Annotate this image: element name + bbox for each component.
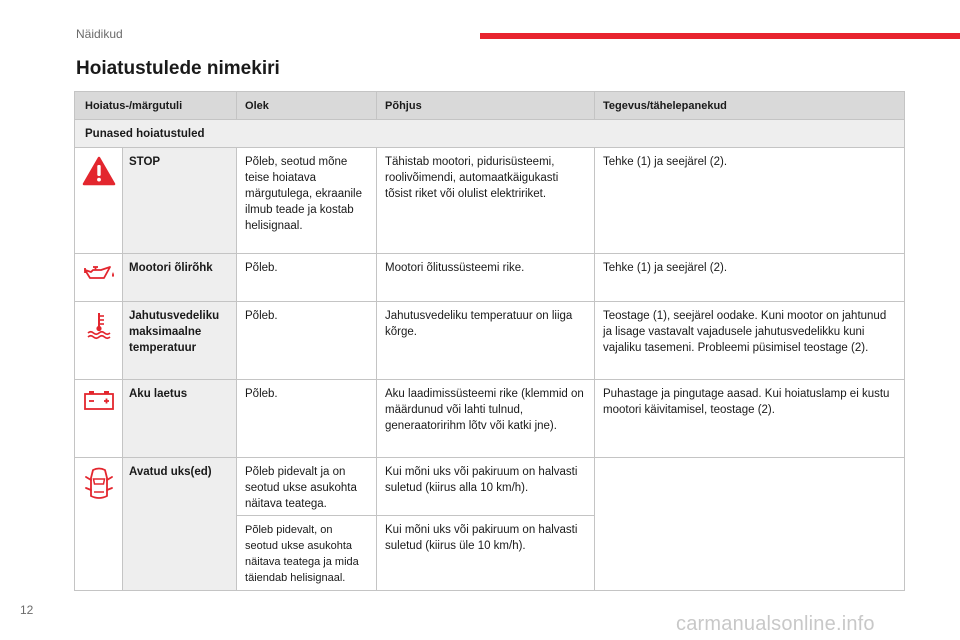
table-row xyxy=(75,302,905,380)
icon-cell xyxy=(75,458,123,591)
light-action: Teostage (1), seejärel oodake. Kuni mootor on jahtunud ja lisage vastavalt vajadusele jahutusvedelikku kuni vajaliku tasemeni. Probleemi püsimisel teostage (2). xyxy=(595,302,905,380)
table-header-row xyxy=(75,92,905,120)
group-title: Punased hoiatustuled xyxy=(75,120,905,148)
light-cause: Tähistab mootori, pidurisüsteemi, roolivõimendi, automaatkäigukasti tõsist riket või olulist elektririket. xyxy=(377,148,595,254)
light-state: Põleb pidevalt, on seotud ukse asukohta näitava teatega ja mida täiendab helisignaal. xyxy=(237,516,377,591)
icon-cell xyxy=(75,254,123,302)
table-row xyxy=(75,458,905,516)
light-state: Põleb. xyxy=(237,254,377,302)
light-name: Avatud uks(ed) xyxy=(123,458,237,591)
oil-can-icon xyxy=(75,254,122,284)
light-cause: Jahutusvedeliku temperatuur on liiga kõrge. xyxy=(377,302,595,380)
light-name: Aku laetus xyxy=(123,380,237,458)
column-header-state: Olek xyxy=(237,92,377,120)
warning-lights-table xyxy=(74,91,905,591)
watermark: carmanualsonline.info xyxy=(676,613,875,635)
icon-cell xyxy=(75,380,123,458)
light-state: Põleb. xyxy=(237,302,377,380)
coolant-temperature-icon xyxy=(75,302,122,340)
column-header-light: Hoiatus-/märgutuli xyxy=(75,92,237,120)
light-action: Tehke (1) ja seejärel (2). xyxy=(595,254,905,302)
table-row xyxy=(75,148,905,254)
light-name: Jahutusvedeliku maksimaalne temperatuur xyxy=(123,302,237,380)
battery-icon xyxy=(75,380,122,412)
table-row xyxy=(75,380,905,458)
light-state: Põleb pidevalt ja on seotud ukse asukohta näitava teatega. xyxy=(237,458,377,516)
light-action: Tehke (1) ja seejärel (2). xyxy=(595,148,905,254)
icon-cell xyxy=(75,302,123,380)
page-number: 12 xyxy=(20,603,34,617)
open-door-icon xyxy=(75,458,122,504)
light-cause: Aku laadimissüsteemi rike (klemmid on määrdunud või lahti tulnud, generaatoririhm lõtv või katki jne). xyxy=(377,380,595,458)
section-label: Näidikud xyxy=(76,27,123,41)
light-state: Põleb. xyxy=(237,380,377,458)
light-action-empty xyxy=(595,458,905,591)
light-cause: Mootori õlitussüsteemi rike. xyxy=(377,254,595,302)
icon-cell xyxy=(75,148,123,254)
light-action: Puhastage ja pingutage aasad. Kui hoiatuslamp ei kustu mootori käivitamisel, teostage (2). xyxy=(595,380,905,458)
page-title: Hoiatustulede nimekiri xyxy=(76,58,280,79)
light-cause: Kui mõni uks või pakiruum on halvasti suletud (kiirus üle 10 km/h). xyxy=(377,516,595,591)
warning-triangle-icon xyxy=(75,148,122,186)
accent-bar xyxy=(480,33,960,39)
table-row xyxy=(75,254,905,302)
column-header-cause: Põhjus xyxy=(377,92,595,120)
light-name: Mootori õlirõhk xyxy=(123,254,237,302)
group-header-row xyxy=(75,120,905,148)
column-header-action: Tegevus/tähelepanekud xyxy=(595,92,905,120)
light-state: Põleb, seotud mõne teise hoiatava märgutulega, ekraanile ilmub teade ja kostab helisignaal. xyxy=(237,148,377,254)
light-name: STOP xyxy=(123,148,237,254)
light-cause: Kui mõni uks või pakiruum on halvasti suletud (kiirus alla 10 km/h). xyxy=(377,458,595,516)
